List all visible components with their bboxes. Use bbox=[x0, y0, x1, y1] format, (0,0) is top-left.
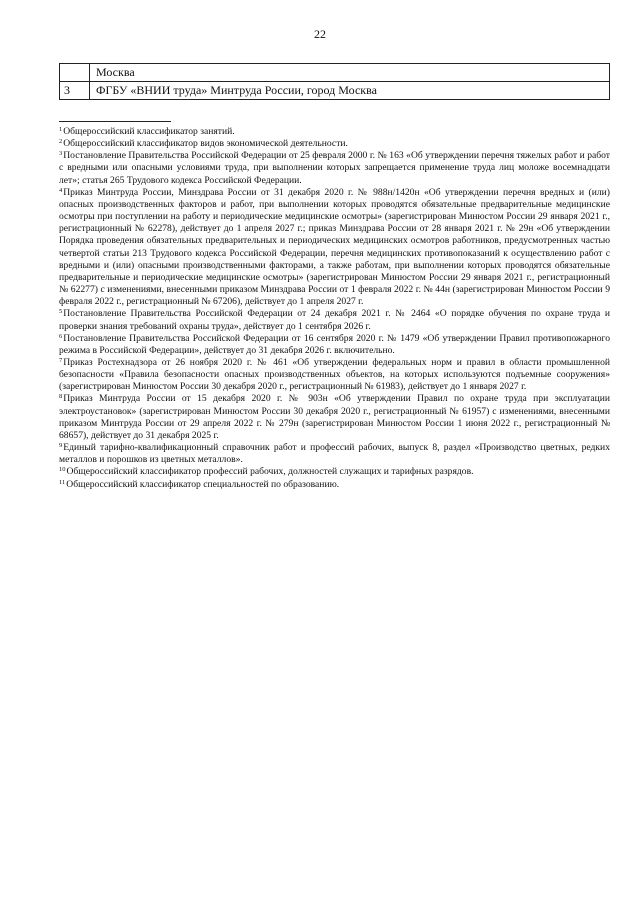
footnote-mark: 8 bbox=[59, 393, 63, 401]
footnote-mark: 7 bbox=[59, 356, 63, 364]
footnote-6 bbox=[59, 333, 610, 357]
footnote-7 bbox=[59, 357, 610, 393]
footnote-text: Общероссийский классификатор видов экономической деятельности. bbox=[63, 138, 348, 150]
table-cell-organization: Москва bbox=[90, 64, 610, 82]
table-cell-number bbox=[60, 64, 90, 82]
footnote-text: Постановление Правительства Российской Федерации от 25 февраля 2000 г. № 163 «Об утверждении перечня тяжелых работ и работ с вредными или опасными условиями труда, при выполнении которых запрещается применение труда лиц моложе восемнадцати лет»; статья 265 Трудового кодекса Российской Федерации. bbox=[59, 150, 610, 186]
table-cell-number: 3 bbox=[60, 82, 90, 100]
footnote-text: Приказ Минтруда России от 15 декабря 2020 г. № 903н «Об утверждении Правил по охране труда при эксплуатации электроустановок» (зарегистрирован Минюстом России 30 декабря 2020 г., регистрационный № 61957) с изменениями, внесенными приказом Минтруда России от 29 апреля 2022 г. № 279н (зарегистрирован Минюстом России 1 июня 2022 г., регистрационный № 68657), действует до 31 декабря 2025 г. bbox=[59, 393, 610, 441]
page-number: 22 bbox=[314, 27, 326, 41]
footnote-separator bbox=[59, 121, 171, 122]
footnote-5 bbox=[59, 308, 610, 332]
footnote-9 bbox=[59, 442, 610, 466]
footnotes bbox=[59, 126, 610, 491]
footnote-text: Общероссийский классификатор специальностей по образованию. bbox=[66, 478, 340, 490]
footnote-mark: 4 bbox=[59, 186, 63, 194]
table-row bbox=[60, 64, 610, 82]
footnote-text: Общероссийский классификатор профессий рабочих, должностей служащих и тарифных разрядов. bbox=[66, 466, 474, 478]
footnote-text: Единый тарифно-квалификационный справочник работ и профессий рабочих, выпуск 8, раздел «Производство цветных, редких металлов и порошков из цветных металлов». bbox=[59, 442, 610, 466]
table-row bbox=[60, 82, 610, 100]
footnote-mark: 5 bbox=[59, 308, 63, 316]
table-cell-organization: ФГБУ «ВНИИ труда» Минтруда России, город Москва bbox=[90, 82, 610, 100]
footnote-mark: 11 bbox=[59, 478, 66, 486]
footnote-4 bbox=[59, 187, 610, 309]
footnote-3 bbox=[59, 150, 610, 186]
footnote-10 bbox=[59, 466, 610, 478]
footnote-mark: 1 bbox=[59, 126, 63, 133]
footnote-1 bbox=[59, 126, 610, 138]
footnote-mark: 3 bbox=[59, 150, 63, 158]
footnote-mark: 6 bbox=[59, 332, 63, 340]
footnote-text: Приказ Ростехнадзора от 26 ноября 2020 г. № 461 «Об утверждении федеральных норм и правил в области промышленной безопасности «Правила безопасности опасных производственных объектов, на которых используются подъемные сооружения» (зарегистрирован Минюстом России 30 декабря 2020 г., регистрационный № 61983), действует до 1 января 2027 г. bbox=[59, 356, 610, 393]
footnote-text: Общероссийский классификатор занятий. bbox=[63, 126, 235, 137]
footnote-text: Постановление Правительства Российской Федерации от 24 декабря 2021 г. № 2464 «О порядке обучения по охране труда и проверки знания требований охраны труда», действует до 1 сентября 2026 г. bbox=[59, 308, 610, 332]
footnote-text: Приказ Минтруда России, Минздрава России от 31 декабря 2020 г. № 988н/1420н «Об утверждении перечня вредных и (или) опасных производственных факторов и работ, при выполнении которых проводятся обязательные предварительные медицинские осмотры при поступлении на работу и периодические медицинские осмотры» (зарегистрирован Минюстом России 29 января 2021 г., регистрационный № 62278), действует до 1 апреля 2027 г.; приказ Минздрава России от 28 января 2021 г. № 29н «Об утверждении Порядка проведения обязательных предварительных и периодических медицинских осмотров работников, предусмотренных частью четвертой статьи 213 Трудового кодекса Российской Федерации, перечня медицинских противопоказаний к осуществлению работ с вредными и (или) опасными производственными факторами, а также работам, при выполнении которых проводятся обязательные предварительные и периодические медицинские осмотры» (зарегистрирован Минюстом России 29 января 2021 г., регистрационный № 62277) с изменениями, внесенными приказом Минздрава России от 1 февраля 2022 г. № 44н (зарегистрирован Минюстом России 9 февраля 2022 г., регистрационный № 67206), действует до 1 апреля 2027 г. bbox=[59, 186, 610, 308]
footnote-mark: 10 bbox=[59, 466, 66, 474]
footnote-mark: 9 bbox=[59, 442, 63, 450]
footnote-2 bbox=[59, 138, 610, 150]
footnote-mark: 2 bbox=[59, 138, 63, 146]
footnote-8 bbox=[59, 393, 610, 442]
footnote-text: Постановление Правительства Российской Федерации от 16 сентября 2020 г. № 1479 «Об утверждении Правил противопожарного режима в Российской Федерации», действует до 31 декабря 2026 г. включительно. bbox=[59, 332, 610, 356]
organizations-table bbox=[59, 63, 610, 100]
footnote-11 bbox=[59, 479, 610, 491]
